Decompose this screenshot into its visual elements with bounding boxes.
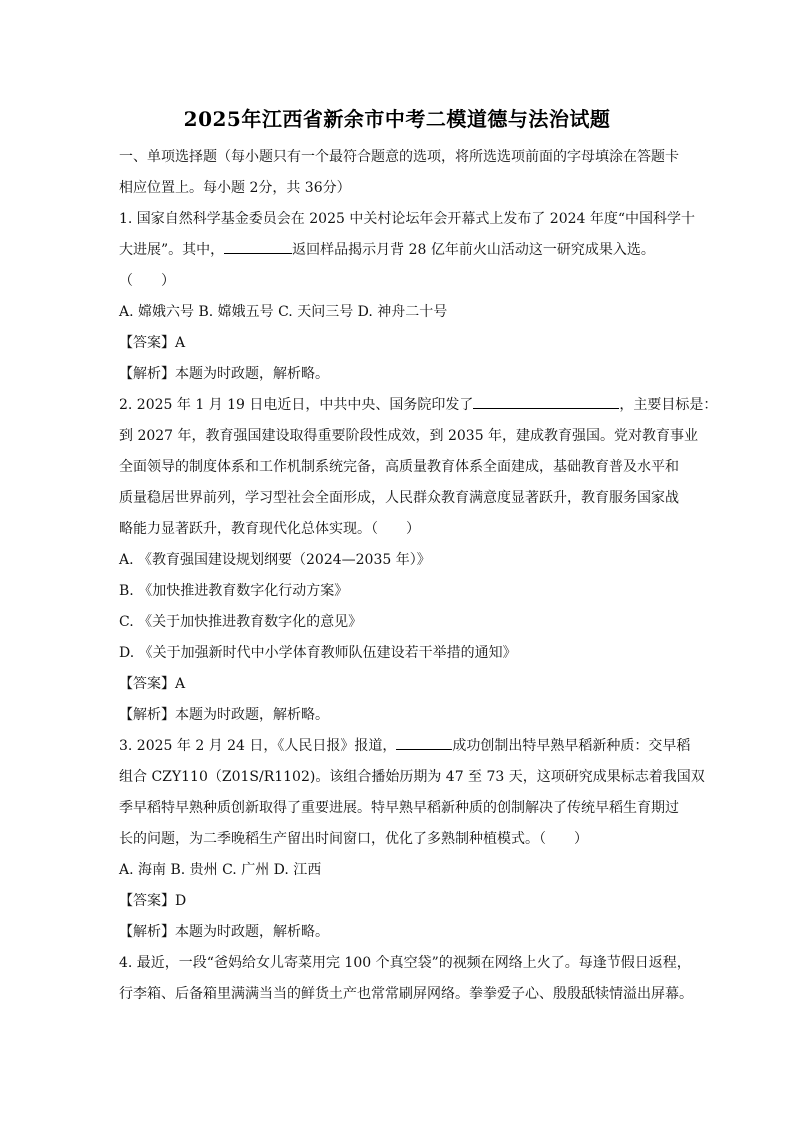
question-1-text-after-blank: 返回样品揭示月背 28 亿年前火山活动这一研究成果入选。 — [292, 242, 655, 258]
document-body — [119, 142, 718, 1010]
question-2-text-before-blank: 2. 2025 年 1 月 19 日电近日，中共中央、国务院印发了 — [119, 397, 474, 413]
question-3-blank — [396, 733, 452, 750]
question-1-line-3: （ ） — [119, 273, 175, 289]
section-header-line-2: 相应位置上。每小题 2分，共 36分） — [119, 180, 351, 196]
question-2-option-c: C. 《关于加快推进教育数字化的意见》 — [119, 614, 363, 630]
question-3-line-1 — [119, 731, 691, 762]
question-3-answer: 【答案】D — [119, 893, 187, 909]
document-title: 2025年江西省新余市中考二模道德与法治试题 — [183, 107, 611, 131]
question-2-answer: 【答案】A — [119, 676, 186, 692]
question-2-blank — [473, 392, 619, 409]
question-4-line-1: 4. 最近，一段“爸妈给女儿寄菜用完 100 个真空袋”的视频在网络上火了。每逢节假日返程， — [119, 955, 691, 971]
question-1-answer: 【答案】A — [119, 335, 186, 351]
question-2-line-3: 全面领导的制度体系和工作机制系统完备，高质量教育体系全面建成，基础教育普及水平和 — [119, 459, 679, 475]
question-2-option-b: B. 《加快推进教育数字化行动方案》 — [119, 583, 349, 599]
question-4-line-2: 行李箱、后备箱里满满当当的鲜货土产也常常刷屏网络。拳拳爱子心、殷殷舐犊情溢出屏幕。 — [119, 986, 693, 1002]
question-1-line-1: 1. 国家自然科学基金委员会在 2025 中关村论坛年会开幕式上发布了 2024 年度“中国科学十 — [119, 211, 696, 227]
question-3-line-4: 长的问题，为二季晚稻生产留出时间窗口，优化了多熟制种植模式。（ ） — [119, 831, 588, 847]
section-header-line-1: 一、单项选择题（每小题只有一个最符合题意的选项，将所选选项前面的字母填涂在答题卡 — [119, 149, 679, 165]
question-3-text-after-blank: 成功创制出特早熟早稻新种质：交早稻 — [452, 738, 691, 754]
question-3-line-3: 季早稻特早熟种质创新取得了重要进展。特早熟早稻新种质的创制解决了传统早稻生育期过 — [119, 800, 679, 816]
question-2-line-2: 到 2027 年，教育强国建设取得重要阶段性成效，到 2035 年，建成教育强国。党对教育事业 — [119, 428, 699, 444]
question-3-analysis: 【解析】本题为时政题，解析略。 — [119, 924, 329, 940]
question-2-analysis: 【解析】本题为时政题，解析略。 — [119, 707, 329, 723]
question-1-line-2 — [119, 235, 679, 266]
question-1-blank — [224, 237, 292, 254]
question-2-text-after-blank: ，主要目标是： — [619, 397, 718, 413]
question-2-line-1 — [119, 390, 718, 421]
question-1-analysis: 【解析】本题为时政题，解析略。 — [119, 366, 329, 382]
question-3-text-before-blank: 3. 2025 年 2 月 24 日，《人民日报》报道， — [119, 738, 397, 754]
question-2-line-4: 质量稳居世界前列，学习型社会全面形成，人民群众教育满意度显著跃升，教育服务国家战 — [119, 490, 679, 506]
question-1-options: A. 嫦娥六号 B. 嫦娥五号 C. 天问三号 D. 神舟二十号 — [119, 304, 448, 320]
question-2-option-a: A. 《教育强国建设规划纲要（2024—2035 年）》 — [119, 552, 431, 568]
question-2-line-5: 略能力显著跃升，教育现代化总体实现。（ ） — [119, 521, 420, 537]
question-2-option-d: D. 《关于加强新时代中小学体育教师队伍建设若干举措的通知》 — [119, 645, 517, 661]
question-3-line-2: 组合 CZY110（Z01S/R1102)。该组合播始历期为 47 至 73 天，这项研究成果标志着我国双 — [119, 769, 705, 785]
question-1-text-before-blank: 大进展”。其中， — [119, 242, 225, 258]
question-3-options: A. 海南 B. 贵州 C. 广州 D. 江西 — [119, 862, 322, 878]
